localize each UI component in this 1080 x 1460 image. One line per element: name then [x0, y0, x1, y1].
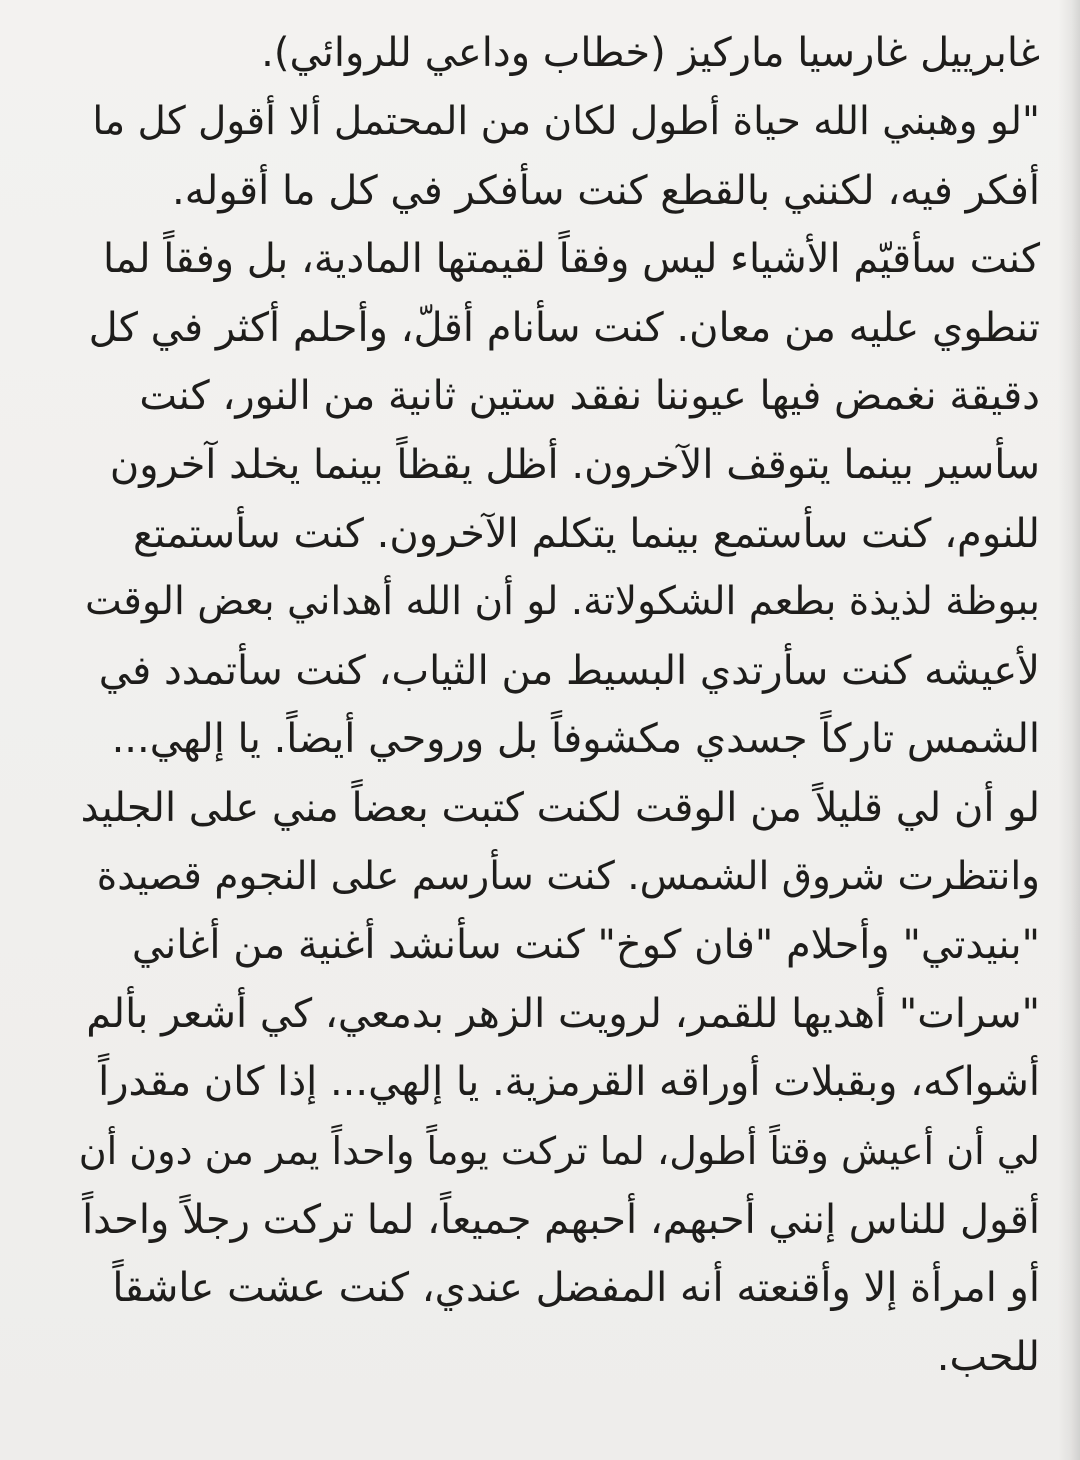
- document-text: [78, 18, 1040, 1391]
- text-line: لي أن أعيش وقتاً أطول، لما تركت يوماً واحداً يمر من دون أن: [78, 1128, 1040, 1173]
- document-heading: غابرييل غارسيا ماركيز (خطاب وداعي للروائي).: [261, 30, 1040, 76]
- text-line: سأسير بينما يتوقف الآخرون. أظل يقظاً بينما يخلد آخرون: [109, 441, 1040, 488]
- text-line: "سرات" أهديها للقمر، لرويت الزهر بدمعي، كي أشعر بألم: [86, 990, 1040, 1037]
- text-line: الشمس تاركاً جسدي مكشوفاً بل وروحي أيضاً. يا إلهي...: [111, 716, 1040, 763]
- text-line: دقيقة نغمض فيها عيوننا نفقد ستين ثانية من النور، كنت: [139, 373, 1040, 420]
- text-line: للحب.: [936, 1333, 1040, 1380]
- text-line: أو امرأة إلا وأقنعته أنه المفضل عندي، كنت عشت عاشقاً: [112, 1265, 1040, 1312]
- text-line: وانتظرت شروق الشمس. كنت سأرسم على النجوم قصيدة: [96, 853, 1040, 899]
- text-line: لأعيشه كنت سأرتدي البسيط من الثياب، كنت سأتمدد في: [98, 647, 1040, 694]
- text-line: ببوظة لذيذة بطعم الشكولاتة. لو أن الله أهداني بعض الوقت: [85, 579, 1040, 625]
- text-line: للنوم، كنت سأستمع بينما يتكلم الآخرون. كنت سأستمتع: [133, 510, 1040, 557]
- text-line: كنت سأقيّم الأشياء ليس وفقاً لقيمتها المادية، بل وفقاً لما: [103, 236, 1040, 283]
- text-line: "بنيدتي" وأحلام "فان كوخ" كنت سأنشد أغنية من أغاني: [131, 922, 1040, 969]
- text-line: أقول للناس إنني أحبهم، أحبهم جميعاً، لما تركت رجلاً واحداً: [82, 1196, 1040, 1243]
- page-edge-shadow: [1058, 0, 1080, 1460]
- text-line: تنطوي عليه من معان. كنت سأنام أقلّ، وأحلم أكثر في كل: [88, 304, 1040, 351]
- text-line: أفكر فيه، لكنني بالقطع كنت سأفكر في كل ما أقوله.: [171, 167, 1040, 214]
- text-line: أشواكه، وبقبلات أوراقه القرمزية. يا إلهي... إذا كان مقدراً: [98, 1059, 1040, 1106]
- text-line: لو أن لي قليلاً من الوقت لكنت كتبت بعضاً مني على الجليد: [80, 784, 1040, 831]
- text-line: "لو وهبني الله حياة أطول لكان من المحتمل ألا أقول كل ما: [92, 99, 1040, 144]
